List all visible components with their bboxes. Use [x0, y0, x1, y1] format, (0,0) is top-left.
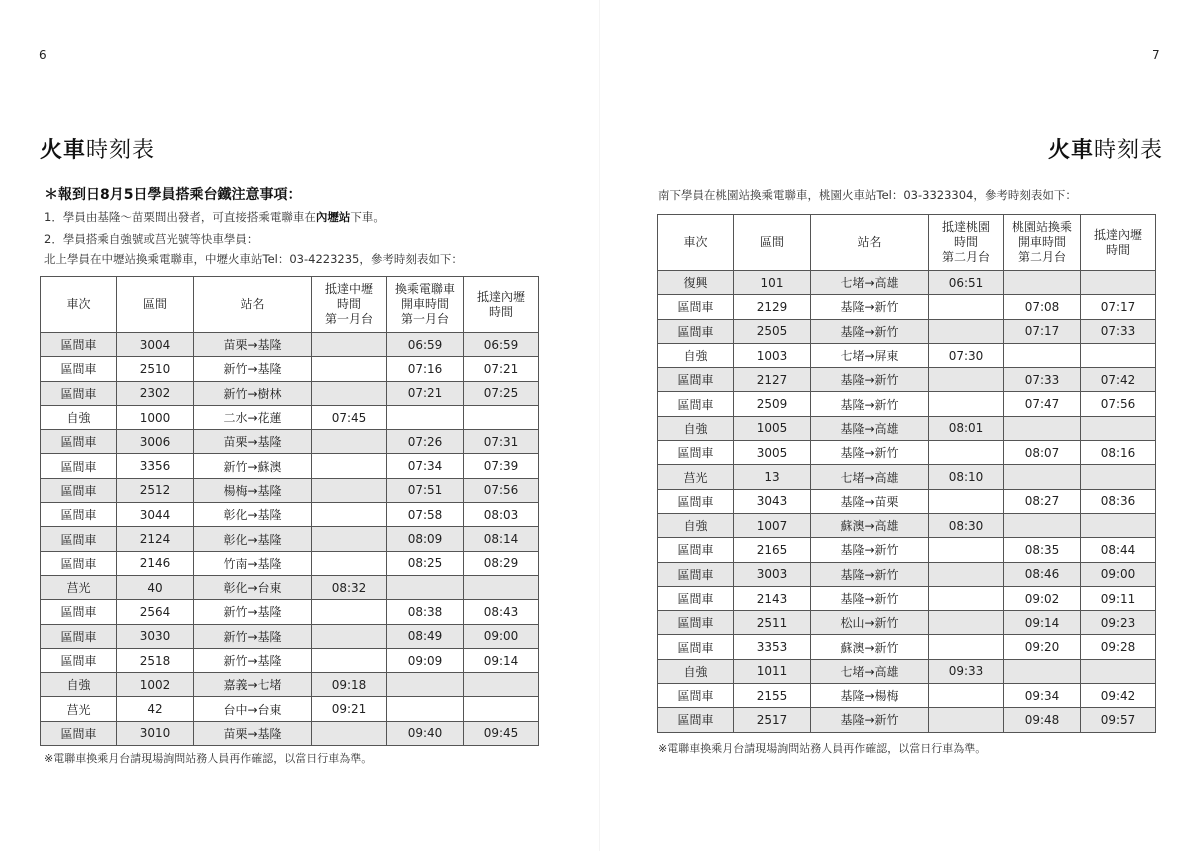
- transfer-time-cell: 08:46: [1004, 562, 1081, 586]
- destination-time-cell: 08:43: [464, 600, 539, 624]
- arrival-time-cell: [312, 551, 387, 575]
- arrival-time-cell: [929, 635, 1004, 659]
- train-type-cell: 區間車: [41, 333, 117, 357]
- route-cell: 蘇澳→高雄: [811, 513, 929, 537]
- train-number-cell: 2127: [734, 368, 811, 392]
- arrival-time-cell: [312, 430, 387, 454]
- transfer-time-cell: 09:14: [1004, 611, 1081, 635]
- destination-time-cell: [464, 575, 539, 599]
- arrival-time-cell: 08:01: [929, 416, 1004, 440]
- route-cell: 七堵→高雄: [811, 659, 929, 683]
- train-number-cell: 3004: [117, 333, 194, 357]
- train-number-cell: 42: [117, 697, 194, 721]
- route-cell: 基隆→新竹: [811, 441, 929, 465]
- train-type-cell: 區間車: [41, 551, 117, 575]
- table-row: [658, 562, 1156, 586]
- destination-time-cell: 08:44: [1081, 538, 1156, 562]
- route-cell: 七堵→屏東: [811, 343, 929, 367]
- transfer-time-cell: 07:58: [387, 503, 464, 527]
- train-type-cell: 自強: [41, 405, 117, 429]
- route-cell: 新竹→基隆: [194, 624, 312, 648]
- train-type-cell: 區間車: [658, 441, 734, 465]
- table-row: [41, 697, 539, 721]
- table-row: [41, 551, 539, 575]
- train-number-cell: 13: [734, 465, 811, 489]
- column-header: 站名: [194, 277, 312, 333]
- transfer-time-cell: 06:59: [387, 333, 464, 357]
- route-cell: 基隆→新竹: [811, 562, 929, 586]
- arrival-time-cell: [312, 624, 387, 648]
- destination-time-cell: 07:39: [464, 454, 539, 478]
- train-type-cell: 莒光: [658, 465, 734, 489]
- route-cell: 基隆→新竹: [811, 538, 929, 562]
- train-number-cell: 3005: [734, 441, 811, 465]
- transfer-time-cell: 07:21: [387, 381, 464, 405]
- train-type-cell: 區間車: [658, 586, 734, 610]
- page-title: [40, 133, 155, 164]
- route-cell: 台中→台東: [194, 697, 312, 721]
- train-number-cell: 2512: [117, 478, 194, 502]
- destination-time-cell: 08:29: [464, 551, 539, 575]
- note-line-3: 北上學員在中壢站換乘電聯車，中壢火車站Tel：03-4223235，參考時刻表如下：: [44, 252, 463, 266]
- train-number-cell: 3010: [117, 721, 194, 745]
- route-cell: 新竹→蘇澳: [194, 454, 312, 478]
- destination-time-cell: [1081, 465, 1156, 489]
- train-number-cell: 3353: [734, 635, 811, 659]
- arrival-time-cell: [929, 684, 1004, 708]
- train-type-cell: 區間車: [658, 368, 734, 392]
- arrival-time-cell: [929, 368, 1004, 392]
- transfer-time-cell: [1004, 343, 1081, 367]
- destination-time-cell: 07:25: [464, 381, 539, 405]
- table-row: [658, 684, 1156, 708]
- train-number-cell: 2505: [734, 319, 811, 343]
- train-number-cell: 3003: [734, 562, 811, 586]
- table-row: [658, 465, 1156, 489]
- footnote: ※電聯車換乘月台請現場詢問站務人員再作確認，以當日行車為準。: [44, 752, 373, 765]
- note-line-1: [44, 209, 385, 225]
- destination-time-cell: 09:57: [1081, 708, 1156, 732]
- train-number-cell: 2165: [734, 538, 811, 562]
- train-type-cell: 區間車: [41, 503, 117, 527]
- train-type-cell: 區間車: [41, 381, 117, 405]
- destination-time-cell: 07:17: [1081, 295, 1156, 319]
- column-header: 抵達內壢 時間: [464, 277, 539, 333]
- table-row: [41, 673, 539, 697]
- train-type-cell: 莒光: [41, 697, 117, 721]
- destination-time-cell: 07:33: [1081, 319, 1156, 343]
- train-type-cell: 區間車: [658, 295, 734, 319]
- arrival-time-cell: [929, 392, 1004, 416]
- arrival-time-cell: 09:18: [312, 673, 387, 697]
- table-row: [658, 343, 1156, 367]
- table-header-row: [658, 215, 1156, 271]
- timetable-northbound: [40, 276, 539, 746]
- arrival-time-cell: [312, 381, 387, 405]
- route-cell: 七堵→高雄: [811, 465, 929, 489]
- train-number-cell: 2511: [734, 611, 811, 635]
- destination-time-cell: [1081, 416, 1156, 440]
- transfer-time-cell: 07:34: [387, 454, 464, 478]
- arrival-time-cell: [929, 562, 1004, 586]
- train-number-cell: 2129: [734, 295, 811, 319]
- table-header-row: [41, 277, 539, 333]
- transfer-time-cell: 09:40: [387, 721, 464, 745]
- note-line: 南下學員在桃園站換乘電聯車，桃園火車站Tel：03-3323304，參考時刻表如下：: [658, 188, 1077, 202]
- column-header: 區間: [117, 277, 194, 333]
- table-row: [658, 392, 1156, 416]
- table-row: [41, 430, 539, 454]
- route-cell: 楊梅→基隆: [194, 478, 312, 502]
- destination-time-cell: 08:16: [1081, 441, 1156, 465]
- table-row: [658, 513, 1156, 537]
- arrival-time-cell: [929, 295, 1004, 319]
- column-header: 車次: [658, 215, 734, 271]
- train-number-cell: 1011: [734, 659, 811, 683]
- title-bold: 火車: [1048, 138, 1095, 163]
- table-row: [41, 381, 539, 405]
- column-header: 抵達中壢 時間 第一月台: [312, 277, 387, 333]
- route-cell: 基隆→新竹: [811, 392, 929, 416]
- timetable-southbound: [657, 214, 1156, 733]
- destination-time-cell: [464, 405, 539, 429]
- train-type-cell: 區間車: [658, 611, 734, 635]
- arrival-time-cell: 07:30: [929, 343, 1004, 367]
- train-number-cell: 1002: [117, 673, 194, 697]
- arrival-time-cell: [929, 708, 1004, 732]
- transfer-time-cell: [387, 405, 464, 429]
- transfer-time-cell: [1004, 465, 1081, 489]
- transfer-time-cell: 08:09: [387, 527, 464, 551]
- table-row: [658, 611, 1156, 635]
- column-header: 站名: [811, 215, 929, 271]
- train-number-cell: 40: [117, 575, 194, 599]
- column-header: 區間: [734, 215, 811, 271]
- transfer-time-cell: 07:33: [1004, 368, 1081, 392]
- train-number-cell: 2510: [117, 357, 194, 381]
- route-cell: 彰化→基隆: [194, 503, 312, 527]
- route-cell: 蘇澳→新竹: [811, 635, 929, 659]
- destination-time-cell: [1081, 513, 1156, 537]
- table-row: [41, 527, 539, 551]
- route-cell: 基隆→新竹: [811, 368, 929, 392]
- route-cell: 新竹→樹林: [194, 381, 312, 405]
- train-type-cell: 區間車: [41, 357, 117, 381]
- transfer-time-cell: [387, 673, 464, 697]
- transfer-time-cell: 08:07: [1004, 441, 1081, 465]
- train-type-cell: 自強: [658, 659, 734, 683]
- train-number-cell: 3006: [117, 430, 194, 454]
- note-text: 下車。: [350, 210, 385, 224]
- table-row: [41, 575, 539, 599]
- route-cell: 竹南→基隆: [194, 551, 312, 575]
- destination-time-cell: 06:59: [464, 333, 539, 357]
- destination-time-cell: 09:11: [1081, 586, 1156, 610]
- route-cell: 七堵→高雄: [811, 271, 929, 295]
- transfer-time-cell: [1004, 513, 1081, 537]
- train-type-cell: 自強: [41, 673, 117, 697]
- arrival-time-cell: 08:32: [312, 575, 387, 599]
- arrival-time-cell: [312, 527, 387, 551]
- train-number-cell: 1000: [117, 405, 194, 429]
- footnote: ※電聯車換乘月台請現場詢問站務人員再作確認，以當日行車為準。: [658, 742, 987, 755]
- train-type-cell: 區間車: [41, 721, 117, 745]
- train-type-cell: 區間車: [41, 648, 117, 672]
- transfer-time-cell: 09:09: [387, 648, 464, 672]
- note-text: 1．學員由基隆～苗栗間出發者，可直接搭乘電聯車在: [44, 210, 316, 224]
- destination-time-cell: [1081, 271, 1156, 295]
- transfer-time-cell: 08:49: [387, 624, 464, 648]
- route-cell: 基隆→新竹: [811, 295, 929, 319]
- arrival-time-cell: 08:10: [929, 465, 1004, 489]
- table-row: [658, 368, 1156, 392]
- table-row: [41, 357, 539, 381]
- arrival-time-cell: [312, 721, 387, 745]
- transfer-time-cell: 07:47: [1004, 392, 1081, 416]
- destination-time-cell: 08:36: [1081, 489, 1156, 513]
- train-number-cell: 1005: [734, 416, 811, 440]
- train-type-cell: 莒光: [41, 575, 117, 599]
- arrival-time-cell: 07:45: [312, 405, 387, 429]
- table-row: [658, 271, 1156, 295]
- title-bold: 火車: [40, 138, 87, 163]
- table-row: [658, 659, 1156, 683]
- table-row: [41, 721, 539, 745]
- train-number-cell: 3356: [117, 454, 194, 478]
- note-line-2: 2．學員搭乘自強號或莒光號等快車學員：: [44, 232, 259, 246]
- arrival-time-cell: 06:51: [929, 271, 1004, 295]
- route-cell: 基隆→新竹: [811, 708, 929, 732]
- arrival-time-cell: [929, 538, 1004, 562]
- arrival-time-cell: [929, 611, 1004, 635]
- train-type-cell: 區間車: [658, 538, 734, 562]
- arrival-time-cell: [312, 648, 387, 672]
- transfer-time-cell: [1004, 659, 1081, 683]
- destination-time-cell: 09:45: [464, 721, 539, 745]
- train-type-cell: 區間車: [41, 454, 117, 478]
- note-emphasis: 內壢站: [315, 210, 351, 224]
- train-number-cell: 2124: [117, 527, 194, 551]
- train-type-cell: 區間車: [658, 635, 734, 659]
- route-cell: 苗栗→基隆: [194, 430, 312, 454]
- column-header: 抵達桃園 時間 第二月台: [929, 215, 1004, 271]
- arrival-time-cell: [312, 503, 387, 527]
- train-number-cell: 2146: [117, 551, 194, 575]
- destination-time-cell: 07:56: [1081, 392, 1156, 416]
- train-type-cell: 復興: [658, 271, 734, 295]
- train-number-cell: 2143: [734, 586, 811, 610]
- arrival-time-cell: 09:21: [312, 697, 387, 721]
- route-cell: 嘉義→七堵: [194, 673, 312, 697]
- route-cell: 二水→花蓮: [194, 405, 312, 429]
- table-row: [658, 416, 1156, 440]
- transfer-time-cell: 08:35: [1004, 538, 1081, 562]
- destination-time-cell: 09:14: [464, 648, 539, 672]
- train-number-cell: 3044: [117, 503, 194, 527]
- transfer-time-cell: 09:34: [1004, 684, 1081, 708]
- destination-time-cell: 09:23: [1081, 611, 1156, 635]
- destination-time-cell: [1081, 659, 1156, 683]
- page-title: [1048, 133, 1163, 164]
- transfer-time-cell: [1004, 271, 1081, 295]
- destination-time-cell: 07:31: [464, 430, 539, 454]
- table-row: [41, 648, 539, 672]
- route-cell: 基隆→新竹: [811, 586, 929, 610]
- transfer-time-cell: 07:26: [387, 430, 464, 454]
- train-number-cell: 2517: [734, 708, 811, 732]
- column-header: 桃園站換乘 開車時間 第二月台: [1004, 215, 1081, 271]
- page-number: 6: [39, 48, 47, 62]
- train-number-cell: 1007: [734, 513, 811, 537]
- destination-time-cell: 09:42: [1081, 684, 1156, 708]
- table-row: [41, 405, 539, 429]
- table-row: [658, 538, 1156, 562]
- train-type-cell: 自強: [658, 416, 734, 440]
- route-cell: 基隆→苗栗: [811, 489, 929, 513]
- destination-time-cell: [464, 697, 539, 721]
- transfer-time-cell: 07:08: [1004, 295, 1081, 319]
- train-type-cell: 區間車: [41, 527, 117, 551]
- train-type-cell: 自強: [658, 343, 734, 367]
- table-row: [41, 624, 539, 648]
- column-header: 換乘電聯車 開車時間 第一月台: [387, 277, 464, 333]
- arrival-time-cell: 09:33: [929, 659, 1004, 683]
- train-number-cell: 2518: [117, 648, 194, 672]
- arrival-time-cell: [929, 489, 1004, 513]
- route-cell: 新竹→基隆: [194, 648, 312, 672]
- title-rest: 時刻表: [1094, 138, 1164, 163]
- column-header: 抵達內壢 時間: [1081, 215, 1156, 271]
- destination-time-cell: 09:00: [464, 624, 539, 648]
- arrival-time-cell: [312, 454, 387, 478]
- train-number-cell: 2302: [117, 381, 194, 405]
- table-row: [658, 489, 1156, 513]
- train-type-cell: 區間車: [658, 562, 734, 586]
- train-number-cell: 3043: [734, 489, 811, 513]
- transfer-time-cell: 08:27: [1004, 489, 1081, 513]
- destination-time-cell: 08:14: [464, 527, 539, 551]
- arrival-time-cell: [929, 441, 1004, 465]
- table-row: [41, 600, 539, 624]
- transfer-time-cell: 07:17: [1004, 319, 1081, 343]
- train-type-cell: 區間車: [41, 430, 117, 454]
- transfer-time-cell: [387, 697, 464, 721]
- train-number-cell: 2564: [117, 600, 194, 624]
- transfer-time-cell: 09:48: [1004, 708, 1081, 732]
- route-cell: 新竹→基隆: [194, 600, 312, 624]
- table-row: [658, 295, 1156, 319]
- table-row: [658, 635, 1156, 659]
- transfer-time-cell: 08:25: [387, 551, 464, 575]
- destination-time-cell: 07:56: [464, 478, 539, 502]
- train-type-cell: 區間車: [658, 708, 734, 732]
- route-cell: 基隆→楊梅: [811, 684, 929, 708]
- title-rest: 時刻表: [86, 138, 156, 163]
- table-row: [658, 319, 1156, 343]
- table-row: [41, 503, 539, 527]
- train-type-cell: 區間車: [658, 392, 734, 416]
- table-row: [658, 586, 1156, 610]
- transfer-time-cell: 08:38: [387, 600, 464, 624]
- train-number-cell: 2155: [734, 684, 811, 708]
- transfer-time-cell: [387, 575, 464, 599]
- transfer-time-cell: 09:02: [1004, 586, 1081, 610]
- train-number-cell: 2509: [734, 392, 811, 416]
- arrival-time-cell: [312, 600, 387, 624]
- train-number-cell: 101: [734, 271, 811, 295]
- destination-time-cell: 07:21: [464, 357, 539, 381]
- train-number-cell: 1003: [734, 343, 811, 367]
- table-row: [41, 454, 539, 478]
- route-cell: 松山→新竹: [811, 611, 929, 635]
- destination-time-cell: [464, 673, 539, 697]
- route-cell: 苗栗→基隆: [194, 721, 312, 745]
- transfer-time-cell: [1004, 416, 1081, 440]
- train-number-cell: 3030: [117, 624, 194, 648]
- route-cell: 彰化→基隆: [194, 527, 312, 551]
- train-type-cell: 區間車: [658, 319, 734, 343]
- right-page: [600, 0, 1200, 851]
- transfer-time-cell: 07:51: [387, 478, 464, 502]
- destination-time-cell: 09:28: [1081, 635, 1156, 659]
- destination-time-cell: 09:00: [1081, 562, 1156, 586]
- train-type-cell: 區間車: [41, 478, 117, 502]
- arrival-time-cell: [312, 357, 387, 381]
- train-type-cell: 區間車: [41, 624, 117, 648]
- transfer-time-cell: 07:16: [387, 357, 464, 381]
- route-cell: 彰化→台東: [194, 575, 312, 599]
- train-type-cell: 區間車: [658, 489, 734, 513]
- destination-time-cell: 08:03: [464, 503, 539, 527]
- train-type-cell: 自強: [658, 513, 734, 537]
- transfer-time-cell: 09:20: [1004, 635, 1081, 659]
- table-row: [41, 478, 539, 502]
- table-row: [658, 708, 1156, 732]
- arrival-time-cell: 08:30: [929, 513, 1004, 537]
- column-header: 車次: [41, 277, 117, 333]
- arrival-time-cell: [312, 333, 387, 357]
- route-cell: 基隆→高雄: [811, 416, 929, 440]
- notice-title: ＊報到日8月5日學員搭乘台鐵注意事項：: [44, 187, 302, 203]
- arrival-time-cell: [312, 478, 387, 502]
- route-cell: 苗栗→基隆: [194, 333, 312, 357]
- train-type-cell: 區間車: [658, 684, 734, 708]
- table-row: [41, 333, 539, 357]
- table-row: [658, 441, 1156, 465]
- destination-time-cell: 07:42: [1081, 368, 1156, 392]
- route-cell: 基隆→新竹: [811, 319, 929, 343]
- train-type-cell: 區間車: [41, 600, 117, 624]
- page-number: 7: [1152, 48, 1160, 62]
- arrival-time-cell: [929, 586, 1004, 610]
- destination-time-cell: [1081, 343, 1156, 367]
- arrival-time-cell: [929, 319, 1004, 343]
- route-cell: 新竹→基隆: [194, 357, 312, 381]
